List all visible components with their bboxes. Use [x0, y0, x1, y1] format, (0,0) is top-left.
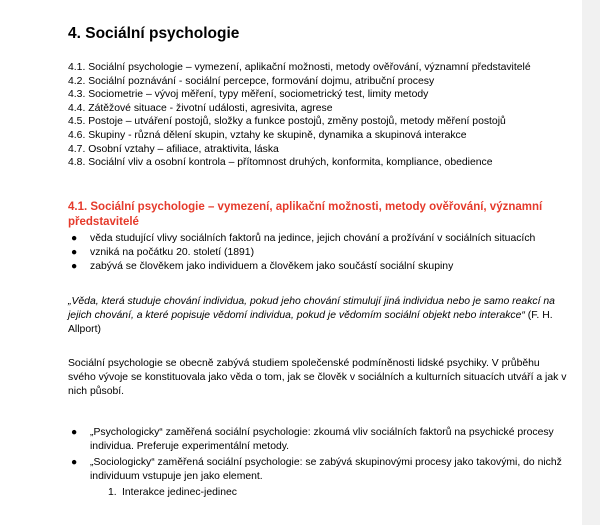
toc-item: 4.2. Sociální poznávání - sociální percepce, formování dojmu, atribuční procesy	[68, 75, 435, 87]
section-heading: 4.1. Sociální psychologie – vymezení, aplikační možnosti, metody ověřování, významní představitelé	[68, 200, 543, 228]
toc-item: 4.6. Skupiny - různá dělení skupin, vztahy ke skupině, dynamika a skupinová interakce	[68, 129, 467, 141]
quote-text: „Věda, která studuje chování individua, pokud jeho chování stimulují jiná individua nebo je samo reakcí na jejich chování, a které popisuje vědomí individua, pokud je vědomím sociální objekt nebo interakce“	[68, 295, 555, 321]
toc-item: 4.1. Sociální psychologie – vymezení, aplikační možnosti, metody ověřování, významní představitelé	[68, 62, 531, 73]
list-item-text: vzniká na počátku 20. století (1891)	[90, 246, 255, 258]
quote-author: (F. H. Allport)	[68, 309, 553, 335]
bullet-icon: ●	[71, 456, 78, 468]
toc-item: 4.3. Sociometrie – vývoj měření, typy měření, sociometrický test, limity metody	[68, 89, 429, 101]
list-item-text: „Sociologicky“ zaměřená sociální psychologie: se zabývá skupinovými procesy jako takovými, do nichž individuum vstupuje jen jako element.	[90, 456, 562, 482]
list-item	[68, 426, 568, 454]
list-item-text: věda studující vlivy sociálních faktorů na jedince, jejich chování a prožívání v sociálních situacích	[90, 232, 536, 244]
toc-item: 4.7. Osobní vztahy – afiliace, atraktivita, láska	[68, 143, 279, 155]
orientation-list	[68, 426, 568, 484]
toc-item: 4.5. Postoje – utváření postojů, složky a funkce postojů, změny postojů, metody měření postojů	[68, 116, 506, 128]
bullet-icon: ●	[71, 246, 78, 258]
bullet-icon: ●	[71, 232, 78, 244]
scrollbar[interactable]	[582, 0, 600, 525]
list-item-text: zabývá se člověkem jako individuem a člověkem jako součástí sociální skupiny	[90, 260, 454, 272]
list-item-text: „Psychologicky“ zaměřená sociální psychologie: zkoumá vliv sociálních faktorů na psychické procesy individua. Preferuje experimentální metody.	[90, 426, 554, 452]
bullet-icon: ●	[71, 426, 78, 438]
list-item	[68, 246, 568, 260]
numbered-item-text: Interakce jedinec-jedinec	[122, 486, 237, 498]
intro-paragraph: Sociální psychologie se obecně zabývá studiem společenské podmíněnosti lidské psychiky. V průběhu svého vývoje se konstituovala jako věda o tom, jak se člověk v sociálních a kulturních situacích utváří a jak v nich působí.	[68, 357, 567, 397]
table-of-contents	[68, 61, 568, 170]
allport-quote	[68, 295, 568, 337]
item-number: 1.	[108, 486, 117, 498]
toc-item: 4.8. Sociální vliv a osobní kontrola – přítomnost druhých, konformita, kompliance, obedience	[68, 157, 493, 169]
page-title: 4. Sociální psychologie	[68, 25, 240, 42]
list-item	[68, 260, 568, 274]
bullet-icon: ●	[71, 260, 78, 272]
document-content	[68, 24, 568, 500]
definition-list	[68, 232, 568, 274]
numbered-item	[68, 486, 568, 500]
list-item	[68, 232, 568, 246]
toc-item: 4.4. Zátěžové situace - životní události, agresivita, agrese	[68, 102, 333, 114]
list-item	[68, 456, 568, 484]
